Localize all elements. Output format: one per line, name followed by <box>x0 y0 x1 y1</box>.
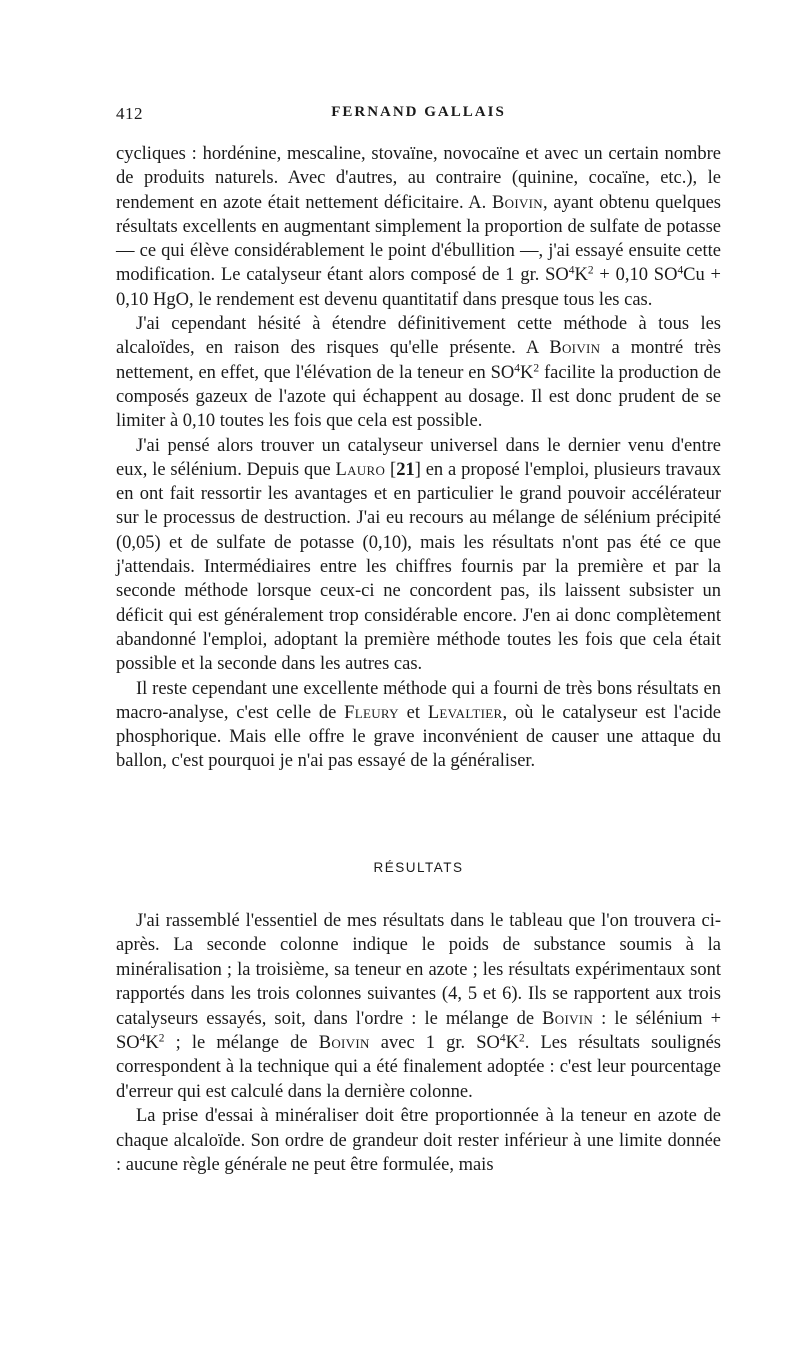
text-run: , où le catalyseur est l'acide phosphorique. Mais elle offre le grave inconvénient de causer une attaque du ballon, c'est pourquoi je n'ai pas essayé de la généraliser. <box>116 702 721 772</box>
text-run: Il reste cependant une excellente méthode qui a fourni de très bons résultats en macro-analyse, c'est celle de <box>116 678 721 723</box>
text-run: [ <box>385 459 397 480</box>
author-name: Boivin <box>492 192 543 213</box>
paragraph-1 <box>116 142 721 312</box>
paragraph-5 <box>116 909 721 1104</box>
author-name: Levaltier <box>427 702 503 723</box>
reference-number: 21 <box>396 459 415 480</box>
text-run: ] en a proposé l'emploi, plusieurs travaux en ont fait ressortir les avantages et en particulier le grand pouvoir accélérateur sur le processus de destruction. J'ai eu recours au mélange de sélénium précipité (0,05) et de sulfate de potasse (0,10), mais les résultats n'ont pas été ce que j'attendais. Intermédiaires entre les chiffres fournis par la première et par la seconde méthode lorsque ceux-ci ne concordent pas, ils laissent subsister un déficit qui est généralement trop considérable encore. J'en ai donc complètement abandonné l'emploi, adoptant la première méthode toutes les fois que cela était possible et la seconde dans les autres cas. <box>116 459 721 675</box>
text-run: . Les résultats soulignés correspondent à la technique qui a été finalement adoptée : c'est leur pourcentage d'erreur qui est calculé dans la dernière colonne. <box>116 1033 721 1102</box>
text-run: K <box>574 265 588 286</box>
section-heading: RÉSULTATS <box>373 860 464 875</box>
text-run: J'ai rassemblé l'essentiel de mes résultats dans le tableau que l'on trouvera ci-après. La seconde colonne indique le poids de substance soumis à la minéralisation ; la troisième, sa teneur en azote ; les résultats expérimentaux sont rapportés dans les trois colonnes suivantes (4, 5 et 6). Ils se rapportent aux trois catalyseurs essayés, soit, dans l'ordre : le mélange de <box>116 911 721 1029</box>
text-run: K <box>505 1033 520 1054</box>
text-run: avec 1 gr. SO <box>369 1033 500 1054</box>
text-run: La prise d'essai à minéraliser doit être proportionnée à la teneur en azote de chaque alcaloïde. Son ordre de grandeur doit rester inférieur à une limite donnée : aucune règle générale ne peut être formulée, mais <box>116 1106 721 1176</box>
author-name: Lauro <box>335 459 386 480</box>
paragraph-3 <box>116 434 721 677</box>
text-run: cycliques : hordénine, mescaline, stovaïne, novocaïne et avec un certain nombre de produits naturels. Avec d'autres, au contraire (quinine, cocaïne, etc.), le rendement en azote était nettement déficitaire. A. <box>116 144 721 213</box>
paragraph-6 <box>116 1104 721 1177</box>
body-text <box>116 142 721 774</box>
text-run: facilite la production de composés gazeux de l'azote qui échappent au dosage. Il est donc prudent de se limiter à 0,10 toutes les fois que cela est possible. <box>116 362 721 432</box>
paragraph-4 <box>116 677 721 774</box>
superscript: 4 <box>499 1032 506 1045</box>
text-run: : le sélénium + SO <box>116 1008 722 1054</box>
text-run: Cu + 0,10 HgO, le rendement est devenu quantitatif dans presque tous les cas. <box>116 265 721 310</box>
superscript: 2 <box>533 362 540 375</box>
author-name: Boivin <box>318 1033 370 1054</box>
text-run: a montré très nettement, en effet, que l'élévation de la teneur en SO <box>116 338 721 383</box>
superscript: 2 <box>519 1032 525 1045</box>
superscript: 2 <box>158 1032 165 1045</box>
text-run: K <box>145 1033 159 1054</box>
text-run: J'ai cependant hésité à étendre définitivement cette méthode à tous les alcaloïdes, en raison des risques qu'elle présente. A <box>116 314 721 359</box>
superscript: 4 <box>677 265 684 278</box>
running-head <box>116 104 721 128</box>
text-run: K <box>520 362 534 383</box>
superscript: 4 <box>568 265 575 278</box>
text-run: ; le mélange de <box>164 1033 319 1054</box>
results-text <box>116 909 721 1177</box>
author-name: Fleury <box>344 702 399 723</box>
text-run: J'ai pensé alors trouver un catalyseur universel dans le dernier venu d'entre eux, le sélénium. Depuis que <box>116 435 721 480</box>
text-run: , ayant obtenu quelques résultats excellents en augmentant simplement la proportion de sulfate de potasse — ce qui élève considérablement le point d'ébullition —, j'ai essayé ensuite cette modification. Le catalyseur étant alors composé de 1 gr. SO <box>116 192 721 286</box>
author-name: Boivin <box>542 1008 594 1029</box>
running-title: FERNAND GALLAIS <box>331 104 506 120</box>
text-run: + 0,10 SO <box>593 265 678 286</box>
superscript: 2 <box>587 265 594 278</box>
author-name: Boivin <box>549 338 601 359</box>
paragraph-2 <box>116 312 721 433</box>
text-run: et <box>398 702 428 723</box>
superscript: 4 <box>514 362 521 375</box>
page-number: 412 <box>116 104 143 123</box>
superscript: 4 <box>139 1032 146 1045</box>
